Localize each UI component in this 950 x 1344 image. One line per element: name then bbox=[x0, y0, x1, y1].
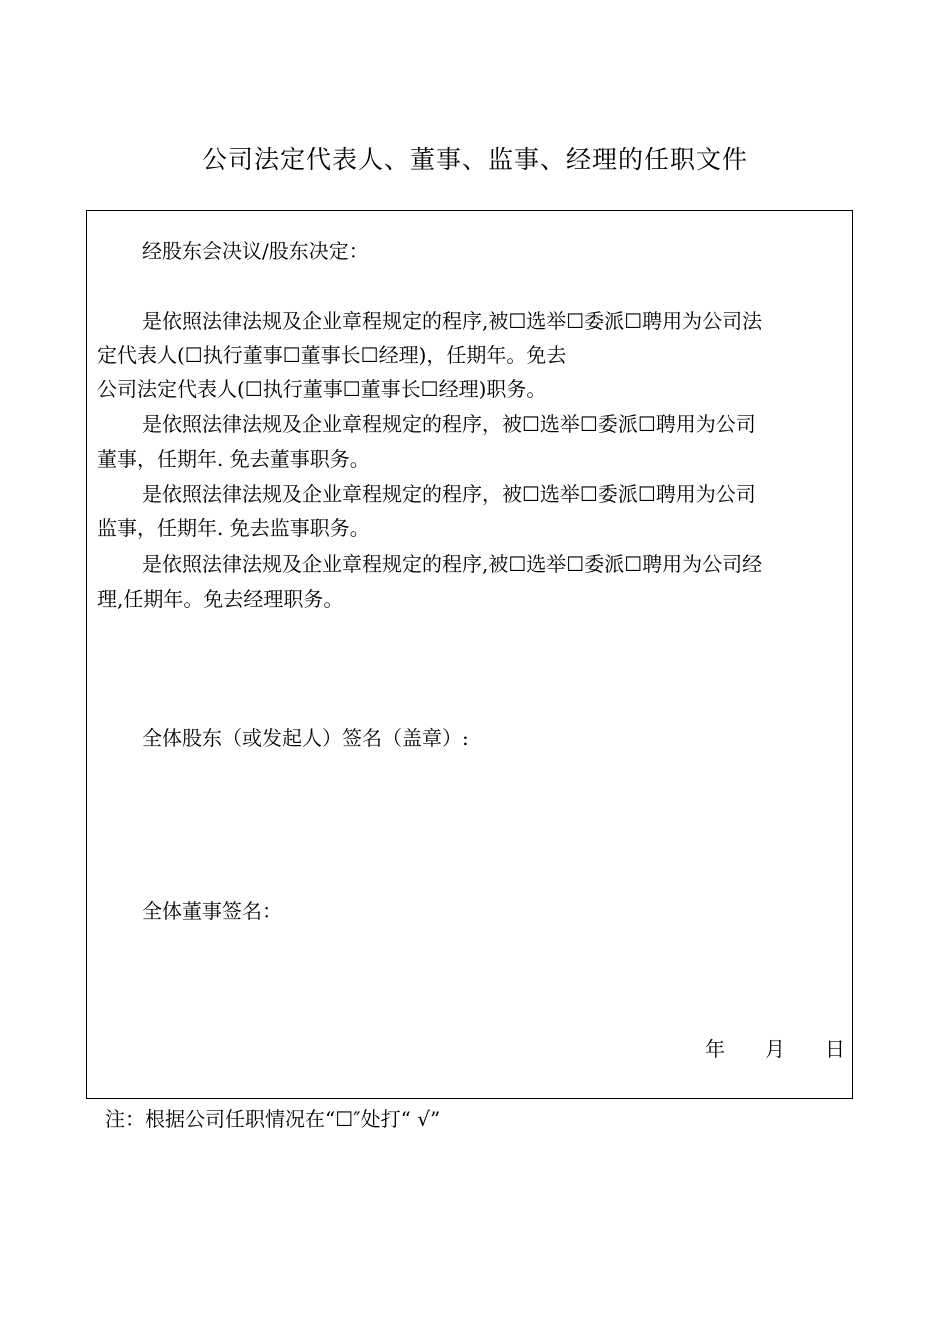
legal-rep-line-3: 公司法定代表人(☐执行董事☐董事长☐经理)职务。 bbox=[97, 377, 547, 401]
intro-text: 经股东会决议/股东决定： bbox=[142, 239, 369, 263]
legal-rep-line-2: 定代表人(☐执行董事☐董事长☐经理)，任期年。免去 bbox=[97, 343, 567, 367]
shareholder-signature-label: 全体股东（或发起人）签名（盖章）: bbox=[142, 726, 469, 750]
manager-line-2: 理,任期年。免去经理职务。 bbox=[97, 587, 344, 611]
date-line: 年 月 日 bbox=[705, 1037, 845, 1061]
director-signature-label: 全体董事签名： bbox=[142, 899, 282, 923]
legal-rep-line-1: 是依照法律法规及企业章程规定的程序,被☐选举☐委派☐聘用为公司法 bbox=[142, 309, 763, 333]
manager-line-1: 是依照法律法规及企业章程规定的程序,被☐选举☐委派☐聘用为公司经 bbox=[142, 552, 763, 576]
director-line-2: 董事，任期年. 免去董事职务。 bbox=[97, 447, 370, 471]
footnote: 注：根据公司任职情况在“☐″处打“ √” bbox=[105, 1107, 441, 1131]
page-title: 公司法定代表人、董事、监事、经理的任职文件 bbox=[201, 145, 748, 174]
director-line-1: 是依照法律法规及企业章程规定的程序，被☐选举☐委派☐聘用为公司 bbox=[142, 412, 756, 436]
supervisor-line-2: 监事，任期年. 免去监事职务。 bbox=[97, 516, 370, 540]
supervisor-line-1: 是依照法律法规及企业章程规定的程序，被☐选举☐委派☐聘用为公司 bbox=[142, 482, 756, 506]
